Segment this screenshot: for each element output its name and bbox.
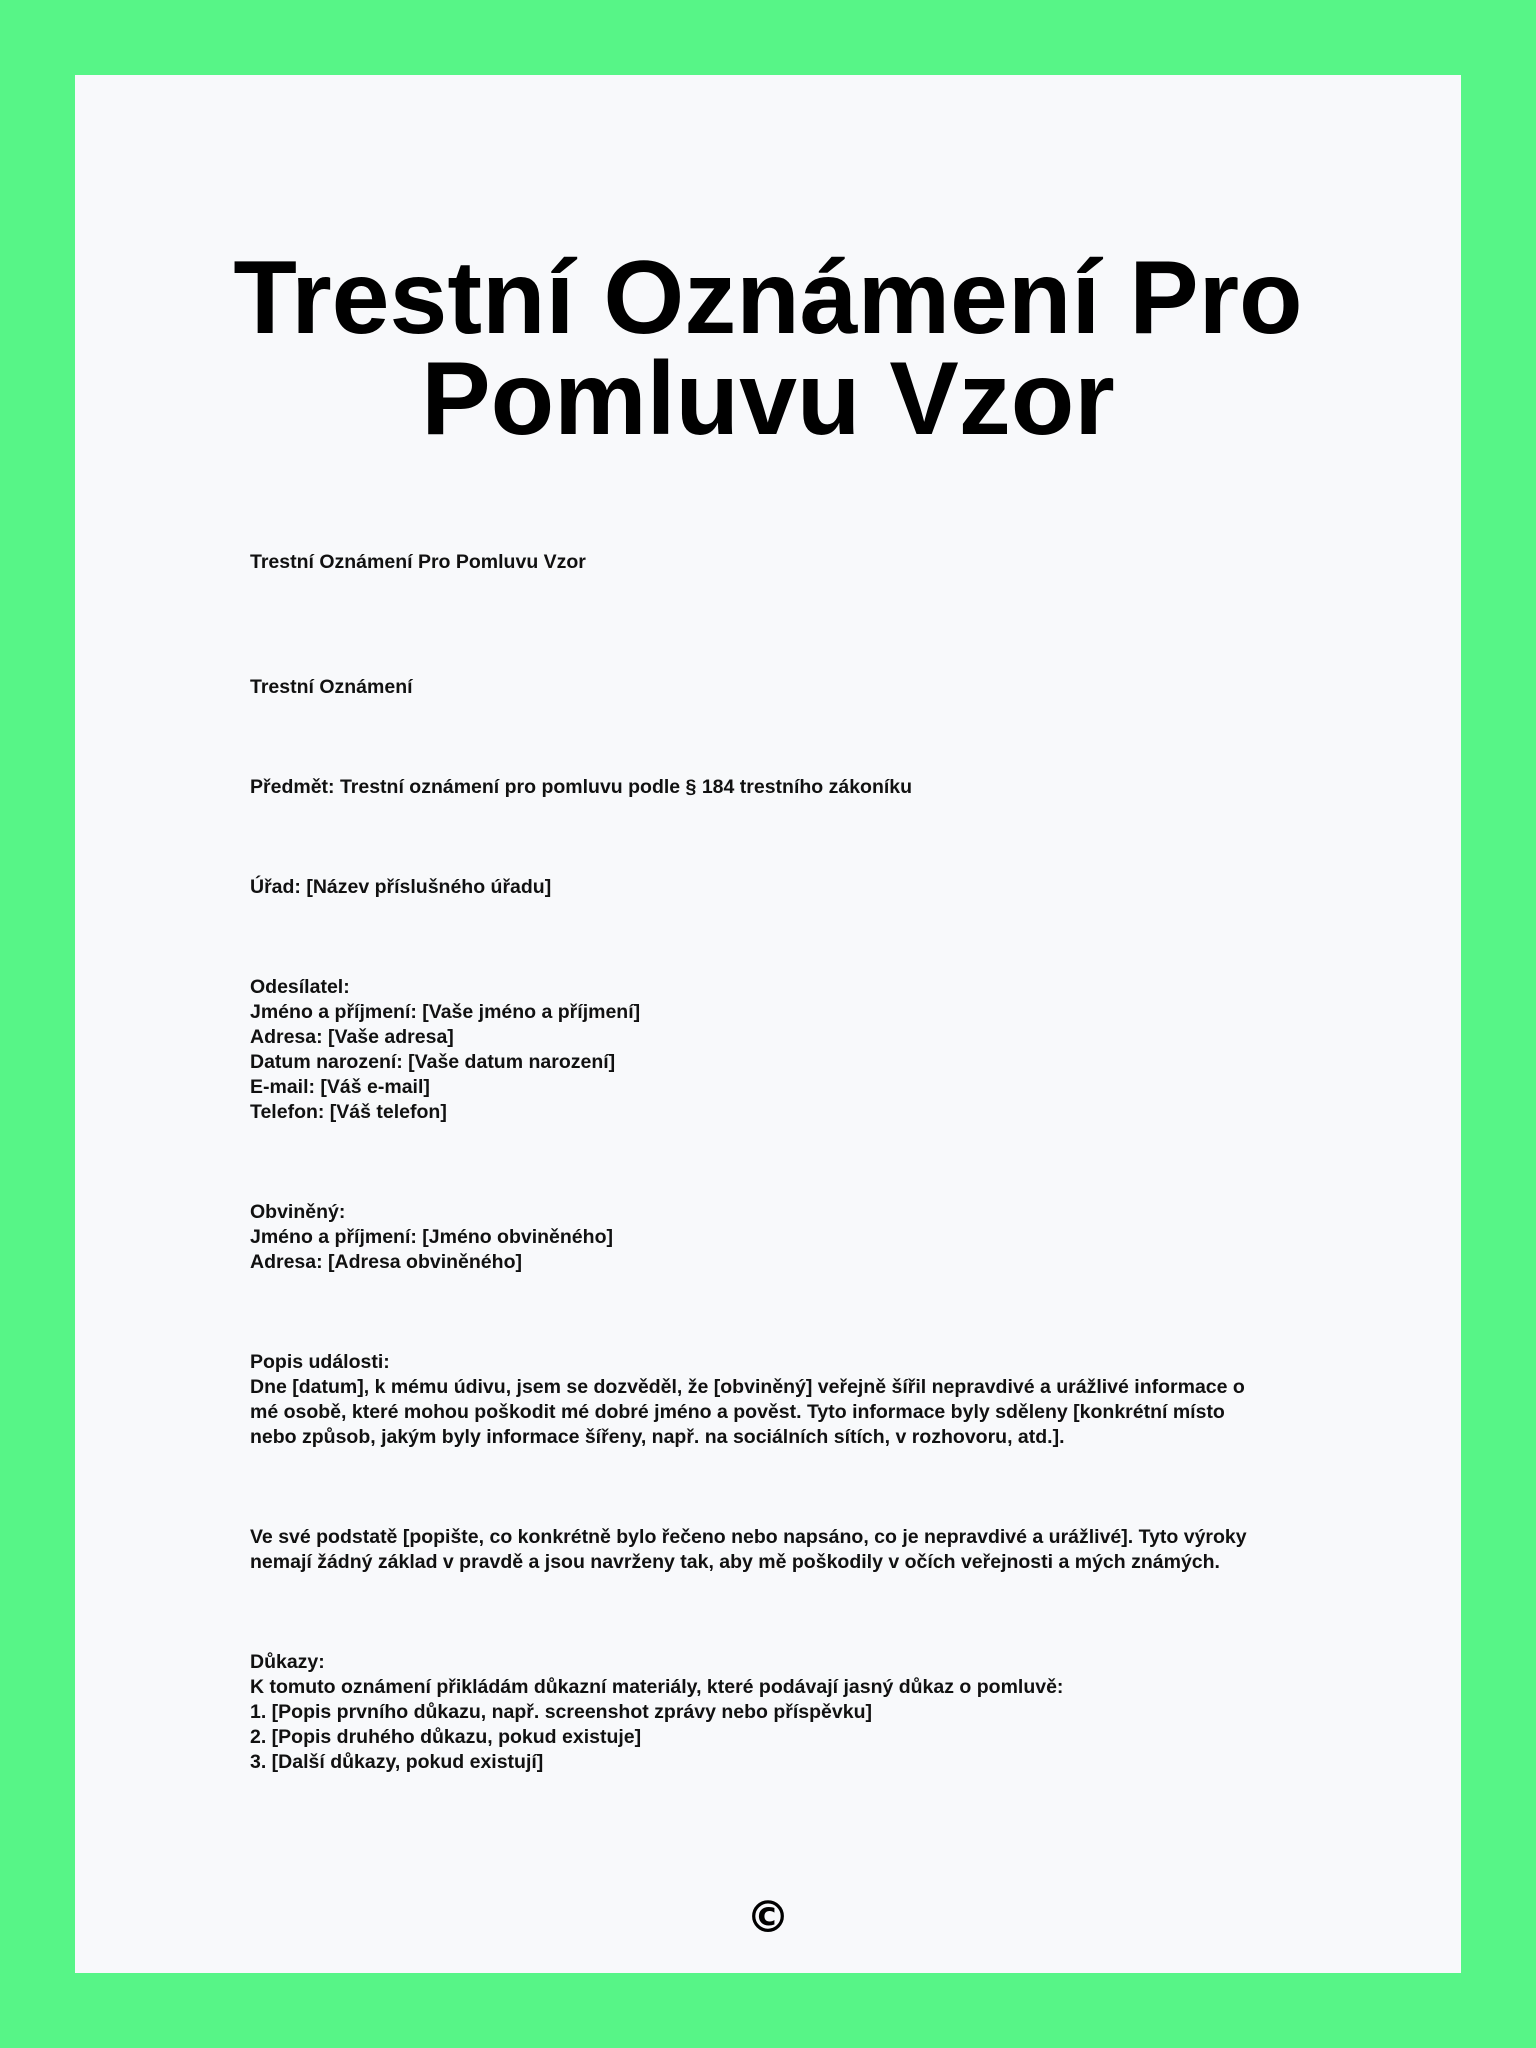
accused-name: Jméno a příjmení: [Jméno obviněného] (250, 1226, 613, 1248)
document-page (75, 75, 1461, 1973)
evidence-label: Důkazy: (250, 1651, 325, 1673)
evidence-section (250, 1650, 1350, 1775)
document-title-line-2: Pomluvu Vzor (421, 341, 1115, 457)
sender-phone: Telefon: [Váš telefon] (250, 1101, 447, 1123)
accused-address: Adresa: [Adresa obviněného] (250, 1251, 522, 1273)
copyright-icon: © (746, 1892, 790, 1943)
essence-text-line: nemají žádný základ v pravdě a jsou navrženy tak, aby mě poškodily v očích veřejnosti a mých známých. (250, 1551, 1220, 1573)
subject-line: Předmět: Trestní oznámení pro pomluvu podle § 184 trestního zákoníku (250, 776, 913, 798)
accused-label: Obviněný: (250, 1201, 346, 1223)
sender-address: Adresa: [Vaše adresa] (250, 1026, 454, 1048)
document-title-line-1: Trestní Oznámení Pro (233, 240, 1303, 356)
event-section (250, 1350, 1350, 1450)
office-line: Úřad: [Název příslušného úřadu] (250, 876, 552, 898)
sender-name: Jméno a příjmení: [Vaše jméno a příjmení] (250, 1001, 641, 1023)
sender-email: E-mail: [Váš e-mail] (250, 1076, 430, 1098)
essence-paragraph (250, 1525, 1350, 1575)
document-title (75, 240, 1461, 457)
sender-section (250, 975, 1350, 1125)
evidence-item: 2. [Popis druhého důkazu, pokud existuje] (250, 1726, 642, 1748)
sender-label: Odesílatel: (250, 976, 350, 998)
event-text-line: Dne [datum], k mému údivu, jsem se dozvěděl, že [obviněný] veřejně šířil nepravdivé a urážlivé informace o (250, 1376, 1245, 1398)
event-label: Popis události: (250, 1351, 390, 1373)
accused-section (250, 1200, 1350, 1275)
section-title: Trestní Oznámení (250, 676, 413, 698)
event-text-line: nebo způsob, jakým byly informace šířeny, např. na sociálních sítích, v rozhovoru, atd.]. (250, 1426, 1065, 1448)
sender-birth-date: Datum narození: [Vaše datum narození] (250, 1051, 616, 1073)
evidence-item: 3. [Další důkazy, pokud existují] (250, 1751, 544, 1773)
evidence-intro: K tomuto oznámení přikládám důkazní materiály, které podávají jasný důkaz o pomluvě: (250, 1676, 1064, 1698)
heading-repeat: Trestní Oznámení Pro Pomluvu Vzor (250, 551, 586, 573)
evidence-item: 1. [Popis prvního důkazu, např. screenshot zprávy nebo příspěvku] (250, 1701, 872, 1723)
event-text-line: mé osobě, které mohou poškodit mé dobré jméno a pověst. Tyto informace byly sděleny [konkrétní místo (250, 1401, 1225, 1423)
essence-text-line: Ve své podstatě [popište, co konkrétně bylo řečeno nebo napsáno, co je nepravdivé a urážlivé]. Tyto výroky (250, 1526, 1247, 1548)
